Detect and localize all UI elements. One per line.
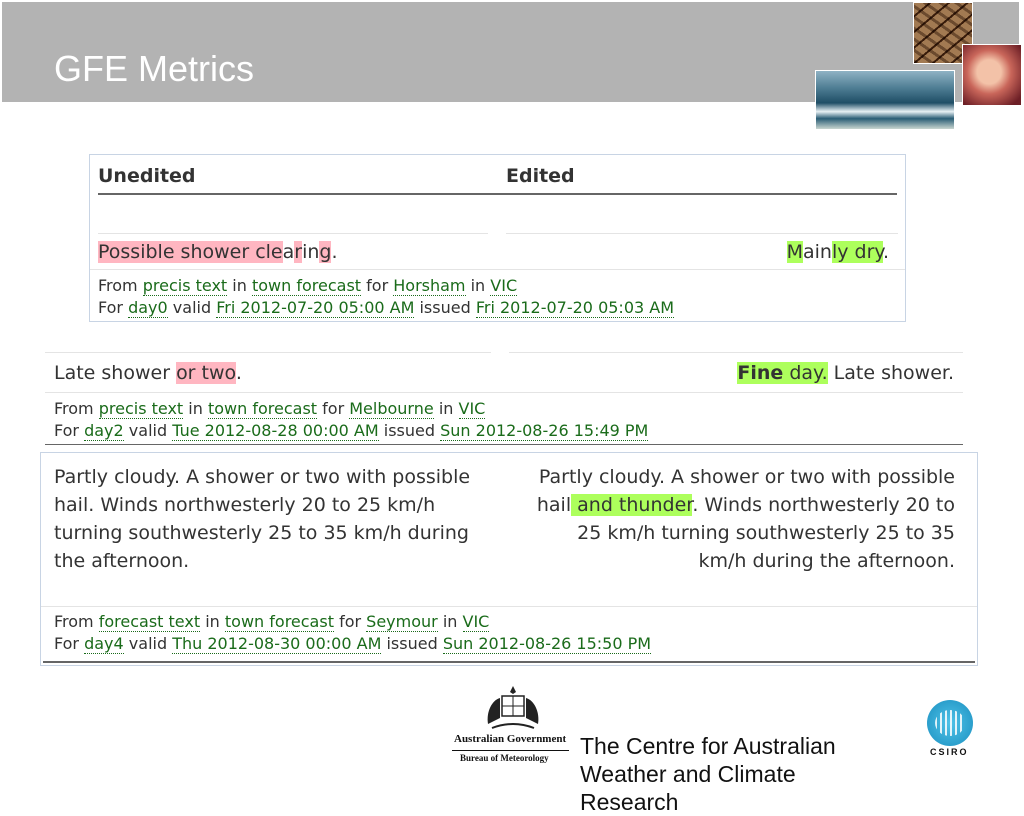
meta-label: valid	[128, 634, 168, 653]
deleted-text: r	[294, 241, 303, 263]
row-divider	[506, 233, 898, 234]
unedited-forecast-text	[54, 463, 494, 575]
product-link[interactable]: town forecast	[224, 612, 334, 631]
inserted-text: M	[786, 241, 803, 263]
inserted-text: and thunder	[571, 494, 693, 516]
inserted-text: ly dry	[831, 241, 883, 263]
text-segment: .	[882, 241, 889, 263]
meta-label: in	[205, 612, 220, 631]
meta-label: For	[54, 421, 79, 440]
meta-label: for	[339, 612, 362, 631]
row-divider	[98, 233, 488, 234]
forecast-metadata	[54, 611, 651, 655]
product-link[interactable]: town forecast	[207, 399, 318, 418]
bureau-name: Bureau of Meteorology	[460, 753, 549, 763]
location-link[interactable]: Horsham	[393, 276, 466, 295]
meta-label: issued	[383, 421, 436, 440]
edited-forecast-text	[535, 463, 955, 575]
meta-label: For	[98, 298, 123, 317]
text-type-link[interactable]: precis text	[98, 399, 184, 418]
state-link[interactable]: VIC	[490, 276, 518, 295]
centre-name: The Centre for Australian Weather and Climate Research	[580, 733, 836, 815]
meta-label: in	[438, 399, 454, 418]
meta-label: in	[188, 399, 203, 418]
text-segment: Late shower.	[827, 362, 954, 384]
text-segment: .	[235, 362, 242, 384]
meta-label: From	[54, 612, 94, 631]
issued-time-link[interactable]: Fri 2012-07-20 05:03 AM	[475, 298, 675, 317]
inserted-text: Fine	[737, 362, 784, 384]
location-link[interactable]: Melbourne	[349, 399, 434, 418]
state-link[interactable]: VIC	[458, 399, 486, 418]
comparison-panel-horsham	[89, 154, 906, 322]
row-divider	[509, 352, 963, 353]
text-segment: .	[331, 241, 338, 263]
meta-label: for	[322, 399, 345, 418]
day-link[interactable]: day2	[84, 421, 124, 440]
panel-bottom-rule	[43, 661, 975, 663]
valid-time-link[interactable]: Tue 2012-08-28 00:00 AM	[172, 421, 379, 440]
text-type-link[interactable]: precis text	[142, 276, 228, 295]
government-name: Australian Government	[454, 733, 567, 745]
column-header-edited: Edited	[506, 165, 575, 187]
ocean-wave-photo	[815, 70, 955, 130]
row-divider	[45, 392, 963, 393]
logo-rule	[452, 750, 569, 751]
product-link[interactable]: town forecast	[251, 276, 362, 295]
unedited-forecast-text	[98, 238, 338, 266]
storm-cloud-photo	[962, 44, 1022, 106]
slide-title: GFE Metrics	[54, 48, 255, 89]
valid-time-link[interactable]: Fri 2012-07-20 05:00 AM	[216, 298, 415, 317]
text-segment: Partly cloudy. A shower or two with possible hail. Winds northwesterly 20 to 25 km/h turning southwesterly 25 to 35 km/h during the afternoon.	[54, 466, 471, 572]
header-rule	[98, 193, 897, 195]
text-segment: Partly cloudy. A shower or two with possible hail	[536, 466, 955, 516]
inserted-text: day.	[783, 362, 828, 384]
text-segment: Late shower	[54, 362, 177, 384]
meta-label: valid	[128, 421, 168, 440]
meta-label: From	[54, 399, 94, 418]
day-link[interactable]: day4	[84, 634, 124, 653]
csiro-logo-icon	[927, 700, 973, 746]
text-segment: ain	[803, 241, 832, 263]
location-link[interactable]: Seymour	[366, 612, 438, 631]
deleted-text: g	[319, 241, 332, 263]
edited-forecast-text	[737, 359, 954, 387]
unedited-forecast-text	[54, 359, 242, 387]
day-link[interactable]: day0	[128, 298, 168, 317]
row-divider	[90, 269, 905, 270]
meta-label: in	[442, 612, 458, 631]
meta-label: From	[98, 276, 138, 295]
meta-label: issued	[419, 298, 471, 317]
forecast-metadata	[98, 275, 674, 319]
meta-label: issued	[386, 634, 438, 653]
row-divider	[45, 352, 491, 353]
issued-time-link[interactable]: Sun 2012-08-26 15:49 PM	[440, 421, 649, 440]
row-divider	[41, 606, 977, 607]
text-segment: a	[282, 241, 295, 263]
panel-bottom-rule	[45, 444, 963, 445]
valid-time-link[interactable]: Thu 2012-08-30 00:00 AM	[172, 634, 382, 653]
meta-label: for	[366, 276, 389, 295]
state-link[interactable]: VIC	[462, 612, 490, 631]
meta-label: For	[54, 634, 79, 653]
comparison-panel-seymour	[40, 452, 978, 666]
edited-forecast-text	[787, 238, 889, 266]
comparison-panel-melbourne	[45, 352, 963, 446]
csiro-wordmark: CSIRO	[930, 747, 969, 757]
text-segment: . Winds northwesterly 20 to 25 km/h turning southwesterly 25 to 35 km/h during the afternoon.	[577, 494, 955, 572]
meta-label: in	[470, 276, 486, 295]
text-type-link[interactable]: forecast text	[98, 612, 201, 631]
meta-label: in	[232, 276, 247, 295]
meta-label: valid	[172, 298, 212, 317]
deleted-text: Possible shower cle	[98, 241, 283, 263]
column-header-unedited: Unedited	[98, 165, 196, 187]
forecast-metadata	[54, 398, 648, 442]
issued-time-link[interactable]: Sun 2012-08-26 15:50 PM	[442, 634, 652, 653]
text-segment: in	[302, 241, 320, 263]
deleted-text: or two	[176, 362, 236, 384]
coat-of-arms-icon	[478, 684, 548, 734]
